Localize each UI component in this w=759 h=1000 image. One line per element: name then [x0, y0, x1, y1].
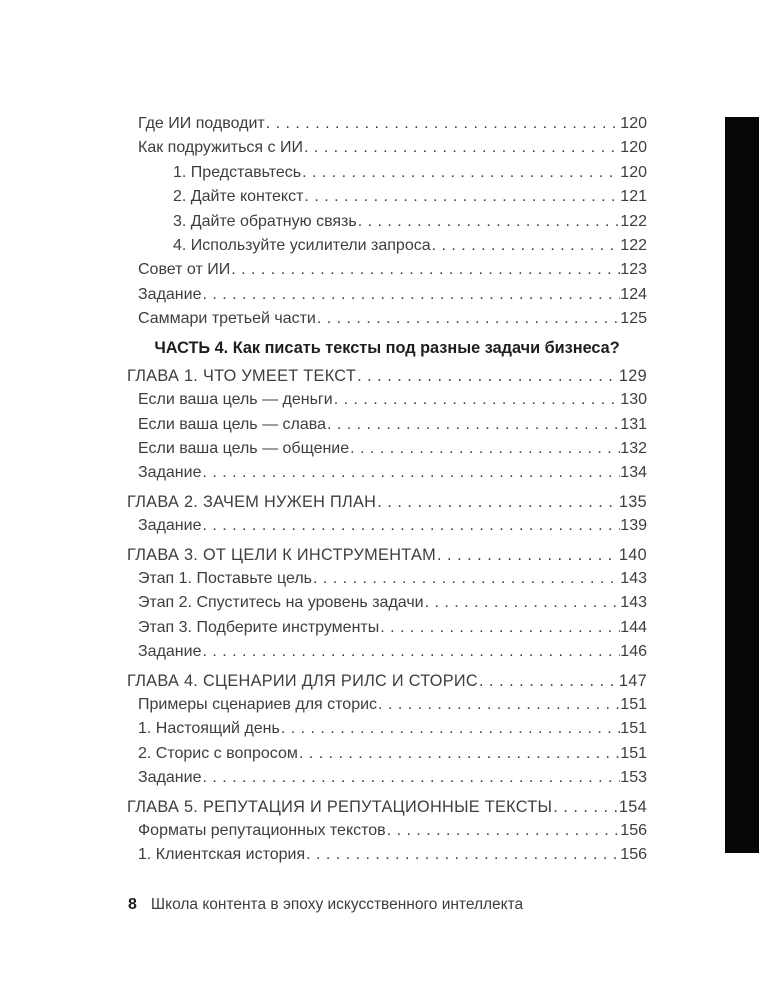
toc-entry-row — [127, 843, 647, 867]
toc-entry-row — [127, 514, 647, 538]
toc-entry-row — [127, 283, 647, 307]
dot-leader — [326, 413, 620, 437]
toc-page-number: 156 — [620, 846, 647, 864]
toc-entry-row — [127, 591, 647, 615]
toc-page-number: 143 — [620, 594, 647, 612]
toc-entry-label: Если ваша цель — общение — [138, 440, 350, 458]
toc-entry-label: Как подружиться с ИИ — [138, 139, 303, 157]
dot-leader — [230, 258, 620, 282]
toc-page-number: 154 — [618, 797, 647, 816]
toc-entry-label: 3. Дайте обратную связь — [173, 212, 357, 230]
toc-entry-row — [127, 819, 647, 843]
toc-entry-row — [127, 766, 647, 790]
dot-leader — [201, 461, 620, 485]
toc-entry-label: Задание — [138, 643, 202, 661]
dot-leader — [265, 112, 621, 136]
table-of-contents — [127, 112, 647, 868]
toc-chapter-row — [127, 669, 647, 693]
toc-entry-row — [127, 616, 647, 640]
dot-leader — [303, 136, 620, 160]
toc-page-number: 143 — [620, 570, 647, 588]
dot-leader — [201, 283, 620, 307]
toc-page-number: 123 — [620, 261, 647, 279]
toc-entry-label: Задание — [138, 517, 202, 535]
toc-page-number: 122 — [620, 236, 647, 254]
toc-page-number: 153 — [620, 769, 647, 787]
toc-entry-label: 1. Клиентская история — [138, 846, 306, 864]
toc-page-number: 125 — [620, 310, 647, 328]
page-number: 8 — [128, 896, 137, 913]
page-edge-tab — [725, 117, 759, 853]
toc-page-number: 130 — [620, 391, 647, 409]
toc-entry-row — [127, 717, 647, 741]
toc-entry-row — [127, 413, 647, 437]
toc-entry-label: Где ИИ подводит — [138, 115, 265, 132]
toc-entry-label: ГЛАВА 1. ЧТО УМЕЕТ ТЕКСТ — [127, 366, 357, 385]
dot-leader — [280, 717, 620, 741]
toc-chapter-row — [127, 543, 647, 567]
toc-page-number: 151 — [620, 720, 647, 738]
toc-entry-label: 2. Сторис с вопросом — [138, 744, 298, 762]
dot-leader — [303, 185, 620, 209]
toc-entry-label: 1. Настоящий день — [138, 720, 280, 738]
dot-leader — [357, 210, 621, 234]
toc-entry-row — [127, 388, 647, 412]
toc-entry-row — [127, 307, 647, 331]
dot-leader — [424, 591, 621, 615]
toc-entry-label: Совет от ИИ — [138, 261, 231, 279]
toc-page-number: 120 — [620, 163, 647, 181]
toc-entry-label: Форматы репутационных текстов — [138, 821, 386, 839]
toc-entry-label: ГЛАВА 2. ЗАЧЕМ НУЖЕН ПЛАН — [127, 492, 377, 511]
toc-page-number: 151 — [620, 695, 647, 713]
toc-page-number: 135 — [618, 492, 647, 511]
toc-chapter-row — [127, 795, 647, 819]
dot-leader — [316, 307, 620, 331]
toc-entry-row — [127, 567, 647, 591]
toc-page-number: 131 — [620, 415, 647, 433]
toc-entry-label: Задание — [138, 285, 202, 303]
toc-page-number: 146 — [620, 643, 647, 661]
toc-page-number: 134 — [620, 464, 647, 482]
toc-entry-row — [127, 234, 647, 258]
toc-entry-row — [127, 461, 647, 485]
dot-leader — [312, 567, 620, 591]
toc-page-number: 121 — [620, 188, 647, 206]
toc-part-heading — [127, 336, 647, 360]
toc-entry-label: Если ваша цель — деньги — [138, 391, 333, 409]
dot-leader — [377, 693, 620, 717]
dot-leader — [201, 766, 620, 790]
toc-entry-row — [127, 437, 647, 461]
toc-entry-label: 1. Представьтесь — [173, 163, 302, 181]
dot-leader — [356, 364, 619, 388]
toc-entry-row — [127, 640, 647, 664]
page-footer — [128, 895, 523, 915]
toc-entry-row — [127, 742, 647, 766]
dot-leader — [201, 514, 620, 538]
toc-entry-label: ГЛАВА 5. РЕПУТАЦИЯ И РЕПУТАЦИОННЫЕ ТЕКСТЫ — [127, 797, 553, 816]
dot-leader — [298, 742, 620, 766]
dot-leader — [431, 234, 621, 258]
toc-entry-row — [127, 161, 647, 185]
toc-entry-row — [127, 210, 647, 234]
toc-page-number: 151 — [620, 744, 647, 762]
toc-entry-label: 4. Используйте усилители запроса — [173, 236, 431, 254]
dot-leader — [201, 640, 620, 664]
dot-leader — [379, 616, 620, 640]
toc-entry-label: Примеры сценариев для сторис — [138, 695, 378, 713]
book-title: Школа контента в эпоху искусственного интеллекта — [150, 896, 524, 913]
dot-leader — [478, 669, 619, 693]
toc-page-number: 124 — [620, 285, 647, 303]
dot-leader — [305, 843, 620, 867]
toc-page-number: 147 — [618, 671, 647, 690]
toc-entry-label: Саммари третьей части — [138, 310, 316, 328]
toc-entry-row — [127, 185, 647, 209]
dot-leader — [386, 819, 621, 843]
dot-leader — [436, 543, 619, 567]
toc-entry-label: ГЛАВА 3. ОТ ЦЕЛИ К ИНСТРУМЕНТАМ — [127, 545, 436, 564]
toc-entry-label: Задание — [138, 464, 202, 482]
toc-entry-label: Задание — [138, 769, 202, 787]
toc-entry-label: ЧАСТЬ 4. Как писать тексты под разные задачи бизнеса? — [154, 338, 620, 357]
dot-leader — [552, 795, 619, 819]
toc-chapter-row — [127, 490, 647, 514]
toc-entry-label: Если ваша цель — слава — [138, 415, 326, 433]
toc-page-number: 144 — [620, 618, 647, 636]
toc-entry-label: ГЛАВА 4. СЦЕНАРИИ ДЛЯ РИЛС И СТОРИС — [127, 671, 478, 690]
toc-page-number: 132 — [620, 440, 647, 458]
toc-page-number: 120 — [620, 115, 647, 132]
toc-entry-row — [127, 112, 647, 136]
toc-entry-row — [127, 258, 647, 282]
dot-leader — [333, 388, 621, 412]
toc-entry-row — [127, 136, 647, 160]
toc-page-number: 122 — [620, 212, 647, 230]
dot-leader — [301, 161, 620, 185]
dot-leader — [349, 437, 620, 461]
toc-chapter-row — [127, 364, 647, 388]
dot-leader — [376, 490, 619, 514]
toc-page-number: 140 — [618, 545, 647, 564]
toc-page-number: 120 — [620, 139, 647, 157]
toc-page-number: 129 — [618, 366, 647, 385]
toc-page-number: 156 — [620, 821, 647, 839]
toc-entry-row — [127, 693, 647, 717]
toc-entry-label: Этап 3. Подберите инструменты — [138, 618, 380, 636]
toc-entry-label: 2. Дайте контекст — [173, 188, 304, 206]
toc-entry-label: Этап 2. Спуститесь на уровень задачи — [138, 594, 424, 612]
toc-page-number: 139 — [620, 517, 647, 535]
toc-entry-label: Этап 1. Поставьте цель — [138, 570, 312, 588]
